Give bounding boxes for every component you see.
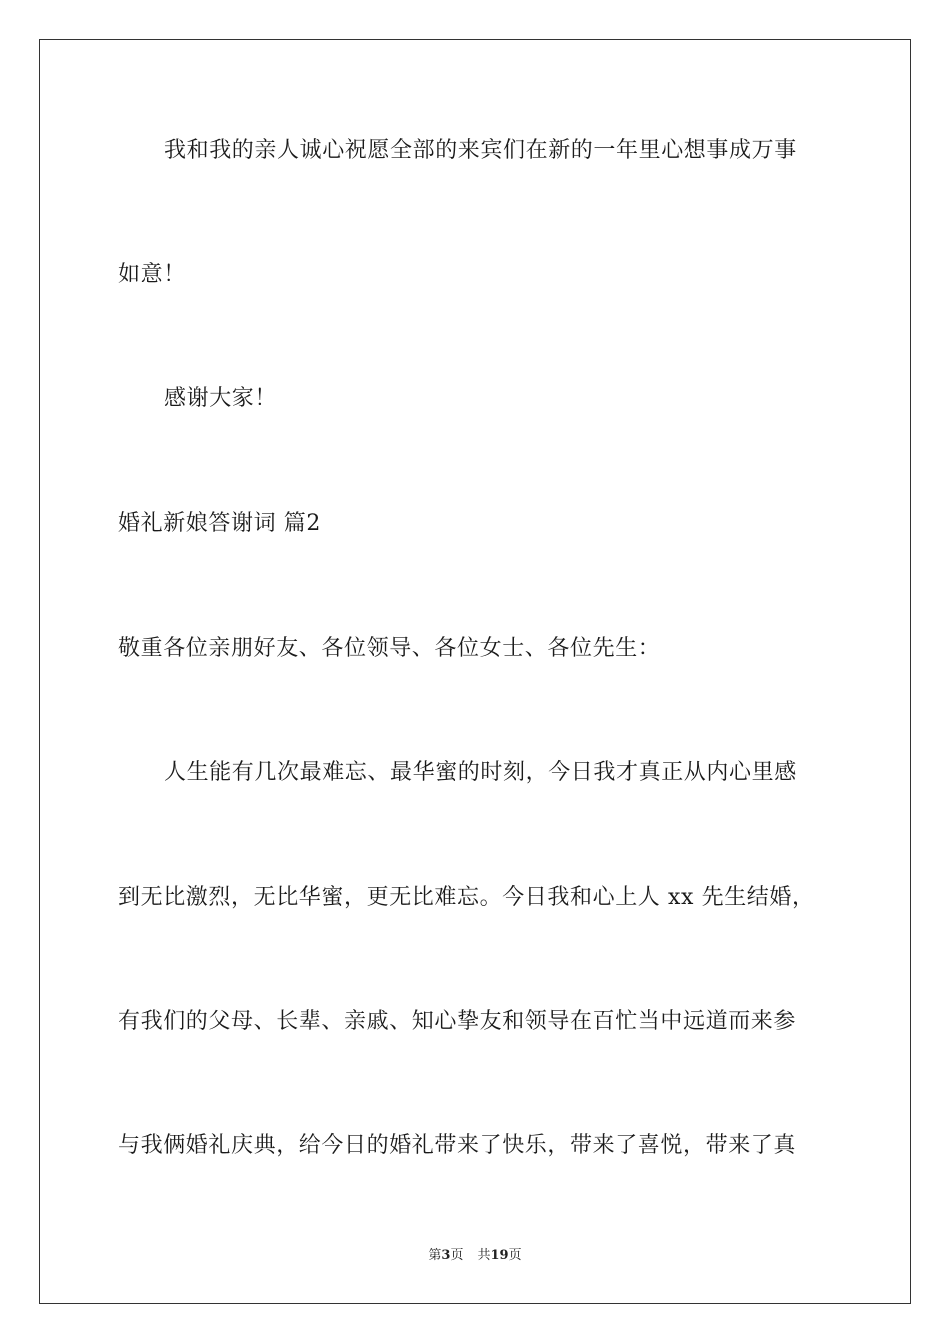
footer-total-prefix: 共 [477,1248,491,1263]
page-footer [0,1248,950,1264]
footer-page-number: 3 [441,1248,451,1263]
paragraph-line: 如意！ [118,262,186,287]
paragraph-line: 与我俩婚礼庆典，给今日的婚礼带来了快乐，带来了喜悦，带来了真 [118,1133,797,1158]
paragraph-line: 人生能有几次最难忘、最华蜜的时刻，今日我才真正从内心里感 [164,760,797,785]
footer-page-prefix: 第 [428,1248,442,1263]
salutation: 敬重各位亲朋好友、各位领导、各位女士、各位先生： [118,636,661,661]
footer-total-suffix: 页 [508,1248,522,1263]
paragraph-line: 到无比激烈，无比华蜜，更无比难忘。今日我和心上人 xx 先生结婚， [118,885,815,910]
page-border [39,39,911,1304]
footer-page-suffix: 页 [450,1248,464,1263]
footer-total-number: 19 [490,1248,509,1263]
paragraph-line: 有我们的父母、长辈、亲戚、知心挚友和领导在百忙当中远道而来参 [118,1009,797,1034]
paragraph-line: 我和我的亲人诚心祝愿全部的来宾们在新的一年里心想事成万事 [164,138,797,163]
paragraph-line: 感谢大家！ [164,386,278,411]
section-heading: 婚礼新娘答谢词 篇2 [118,511,321,536]
